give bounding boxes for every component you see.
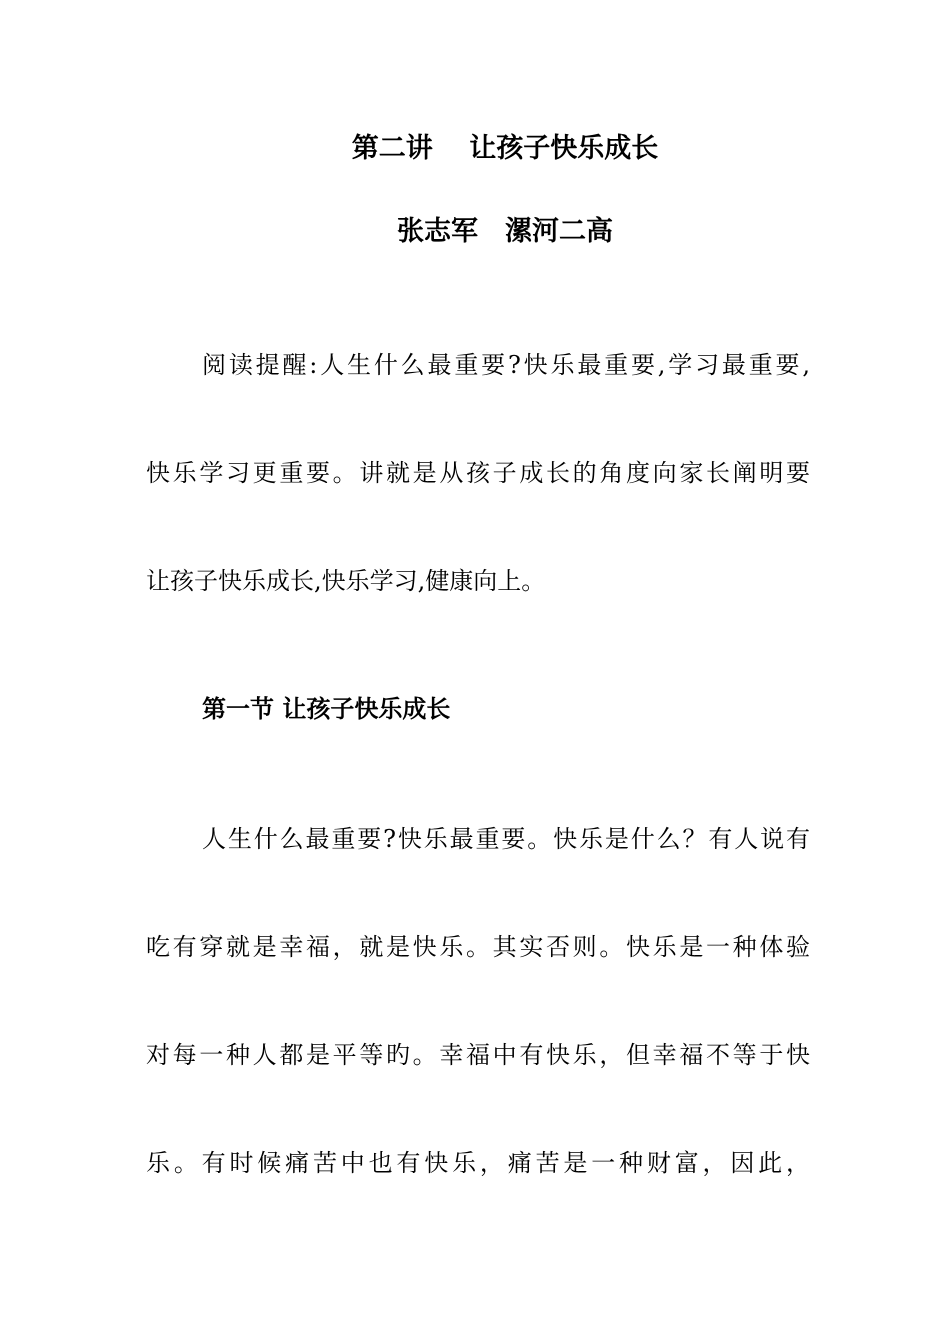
lecture-title: 第二讲 让孩子快乐成长 bbox=[351, 133, 659, 164]
section-heading: 第一节 让孩子快乐成长 bbox=[202, 695, 451, 723]
body-line-3: 对每一种人都是平等旳。幸福中有快乐，但幸福不等于快 bbox=[146, 1041, 810, 1069]
intro-line-1: 阅读提醒:人生什么最重要?快乐最重要,学习最重要, bbox=[202, 351, 810, 379]
body-line-2: 吃有穿就是幸福，就是快乐。其实否则。快乐是一种体验 bbox=[146, 933, 810, 961]
body-line-1: 人生什么最重要?快乐最重要。快乐是什么？有人说有 bbox=[202, 825, 810, 853]
intro-line-3: 让孩子快乐成长,快乐学习,健康向上。 bbox=[146, 567, 546, 595]
intro-line-2: 快乐学习更重要。讲就是从孩子成长的角度向家长阐明要 bbox=[146, 459, 810, 487]
author-line: 张志军 漯河二高 bbox=[397, 216, 613, 247]
body-line-4: 乐。有时候痛苦中也有快乐，痛苦是一种财富，因此， bbox=[146, 1149, 810, 1177]
